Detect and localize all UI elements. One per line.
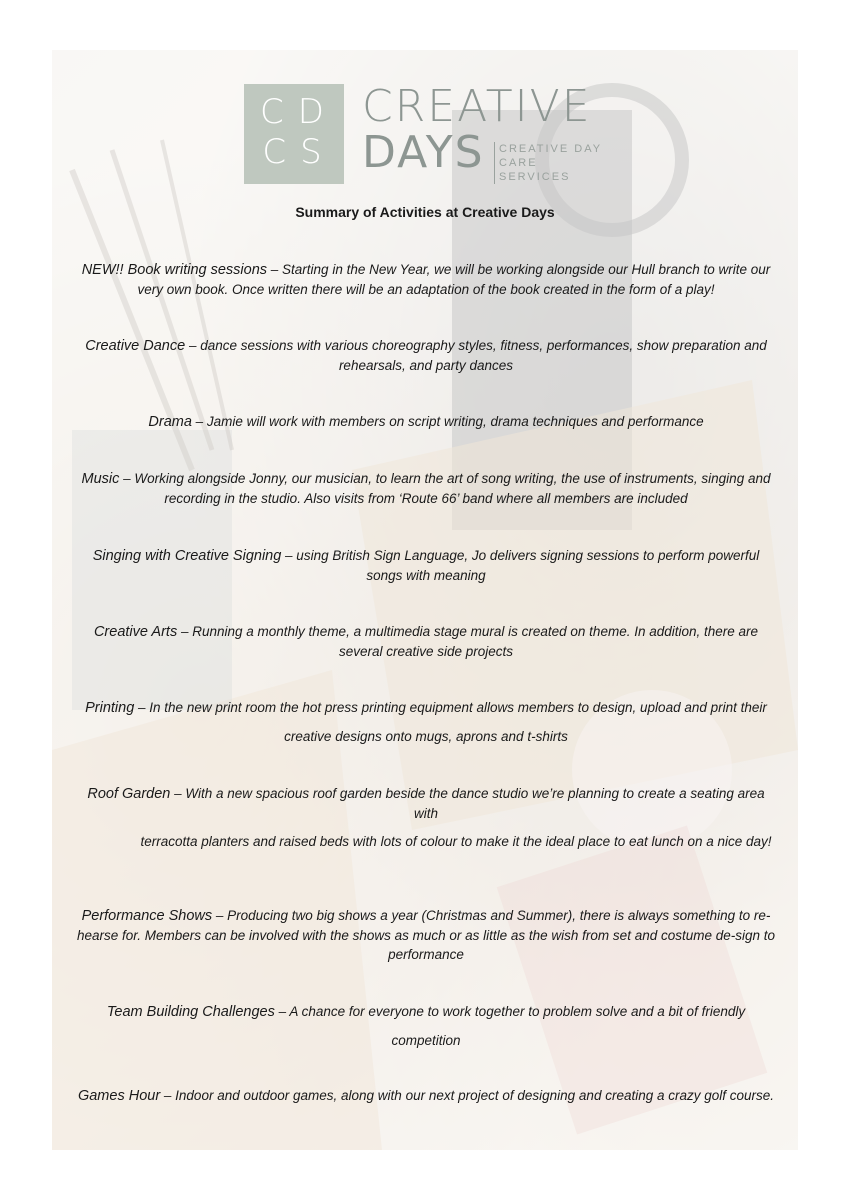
activity-name: Drama bbox=[148, 414, 192, 430]
activity-drama bbox=[74, 412, 778, 432]
logo-subtitle bbox=[494, 142, 604, 184]
activity-text: – Starting in the New Year, we will be working alongside our Hull branch to write our very own book. Once written there will be an adaptation of the book created in the form of a play! bbox=[137, 262, 771, 297]
activity-name: Printing bbox=[85, 700, 135, 716]
logo-mark bbox=[244, 84, 344, 184]
activity-name: Singing with Creative Signing bbox=[92, 548, 282, 564]
page-title: Summary of Activities at Creative Days bbox=[295, 204, 555, 220]
activity-text: – In the new print room the hot press printing equipment allows members to design, upload and print their bbox=[134, 700, 767, 715]
activity-name: Performance Shows bbox=[81, 908, 213, 924]
activity-text-line2: terracotta planters and raised beds with lots of colour to make it the ideal place to eat lunch on a nice day! bbox=[140, 834, 772, 849]
activity-name: Games Hour bbox=[77, 1088, 161, 1104]
activity-text: – Producing two big shows a year (Christmas and Summer), there is always something to re-hearse for. Members can be involved with the shows as much or as little as the wish from set and costume de-sign to performance bbox=[76, 908, 776, 962]
activity-games-hour bbox=[74, 1086, 778, 1106]
activity-name: NEW!! Book writing sessions bbox=[81, 262, 268, 278]
logo-subtitle-line1: CREATIVE DAY bbox=[499, 143, 603, 155]
creative-days-logo bbox=[244, 81, 604, 184]
logo-title-creative: CREATIVE bbox=[362, 81, 592, 132]
activity-text: – A chance for everyone to work together to problem solve and a bit of friendly bbox=[274, 1004, 746, 1019]
activity-singing bbox=[74, 546, 778, 585]
activity-printing bbox=[74, 698, 778, 746]
activity-name: Roof Garden bbox=[87, 786, 171, 802]
activity-text: – using British Sign Language, Jo delivers signing sessions to perform powerful songs with meaning bbox=[281, 548, 760, 583]
activity-text: – Running a monthly theme, a multimedia stage mural is created on theme. In addition, there are several creative side projects bbox=[177, 624, 759, 659]
logo-letters-top: CD bbox=[260, 92, 338, 132]
activity-text: – dance sessions with various choreography styles, fitness, performances, show preparation and rehearsals, and party dances bbox=[185, 338, 767, 373]
activity-name: Music bbox=[81, 471, 120, 487]
activity-text: – Indoor and outdoor games, along with our next project of designing and creating a crazy golf course. bbox=[160, 1088, 775, 1103]
activity-text: – Jamie will work with members on script writing, drama techniques and performance bbox=[191, 414, 704, 429]
activity-book-writing bbox=[74, 260, 778, 299]
logo-subtitle-line2: CARE SERVICES bbox=[499, 157, 571, 183]
document-page bbox=[52, 50, 798, 1150]
activity-name: Creative Dance bbox=[85, 338, 186, 354]
activity-text-line2: creative designs onto mugs, aprons and t-shirts bbox=[284, 729, 568, 744]
logo-letters-bottom: CS bbox=[262, 132, 336, 172]
activity-performance-shows bbox=[74, 906, 778, 964]
activity-roof-garden bbox=[74, 784, 778, 851]
activity-music bbox=[74, 469, 778, 508]
activity-name: Team Building Challenges bbox=[106, 1004, 275, 1020]
activity-text: – Working alongside Jonny, our musician, to learn the art of song writing, the use of instruments, singing and recording in the studio. Also visits from ‘Route 66’ band where all members are included bbox=[119, 471, 771, 506]
activity-creative-dance bbox=[74, 336, 778, 375]
activity-text-line2: competition bbox=[391, 1033, 461, 1048]
logo-title-days: DAYS bbox=[362, 127, 485, 178]
activity-creative-arts bbox=[74, 622, 778, 661]
activity-text: – With a new spacious roof garden beside the dance studio we’re planning to create a seating area with bbox=[170, 786, 765, 821]
activity-name: Creative Arts bbox=[93, 624, 178, 640]
activity-team-building bbox=[74, 1002, 778, 1050]
